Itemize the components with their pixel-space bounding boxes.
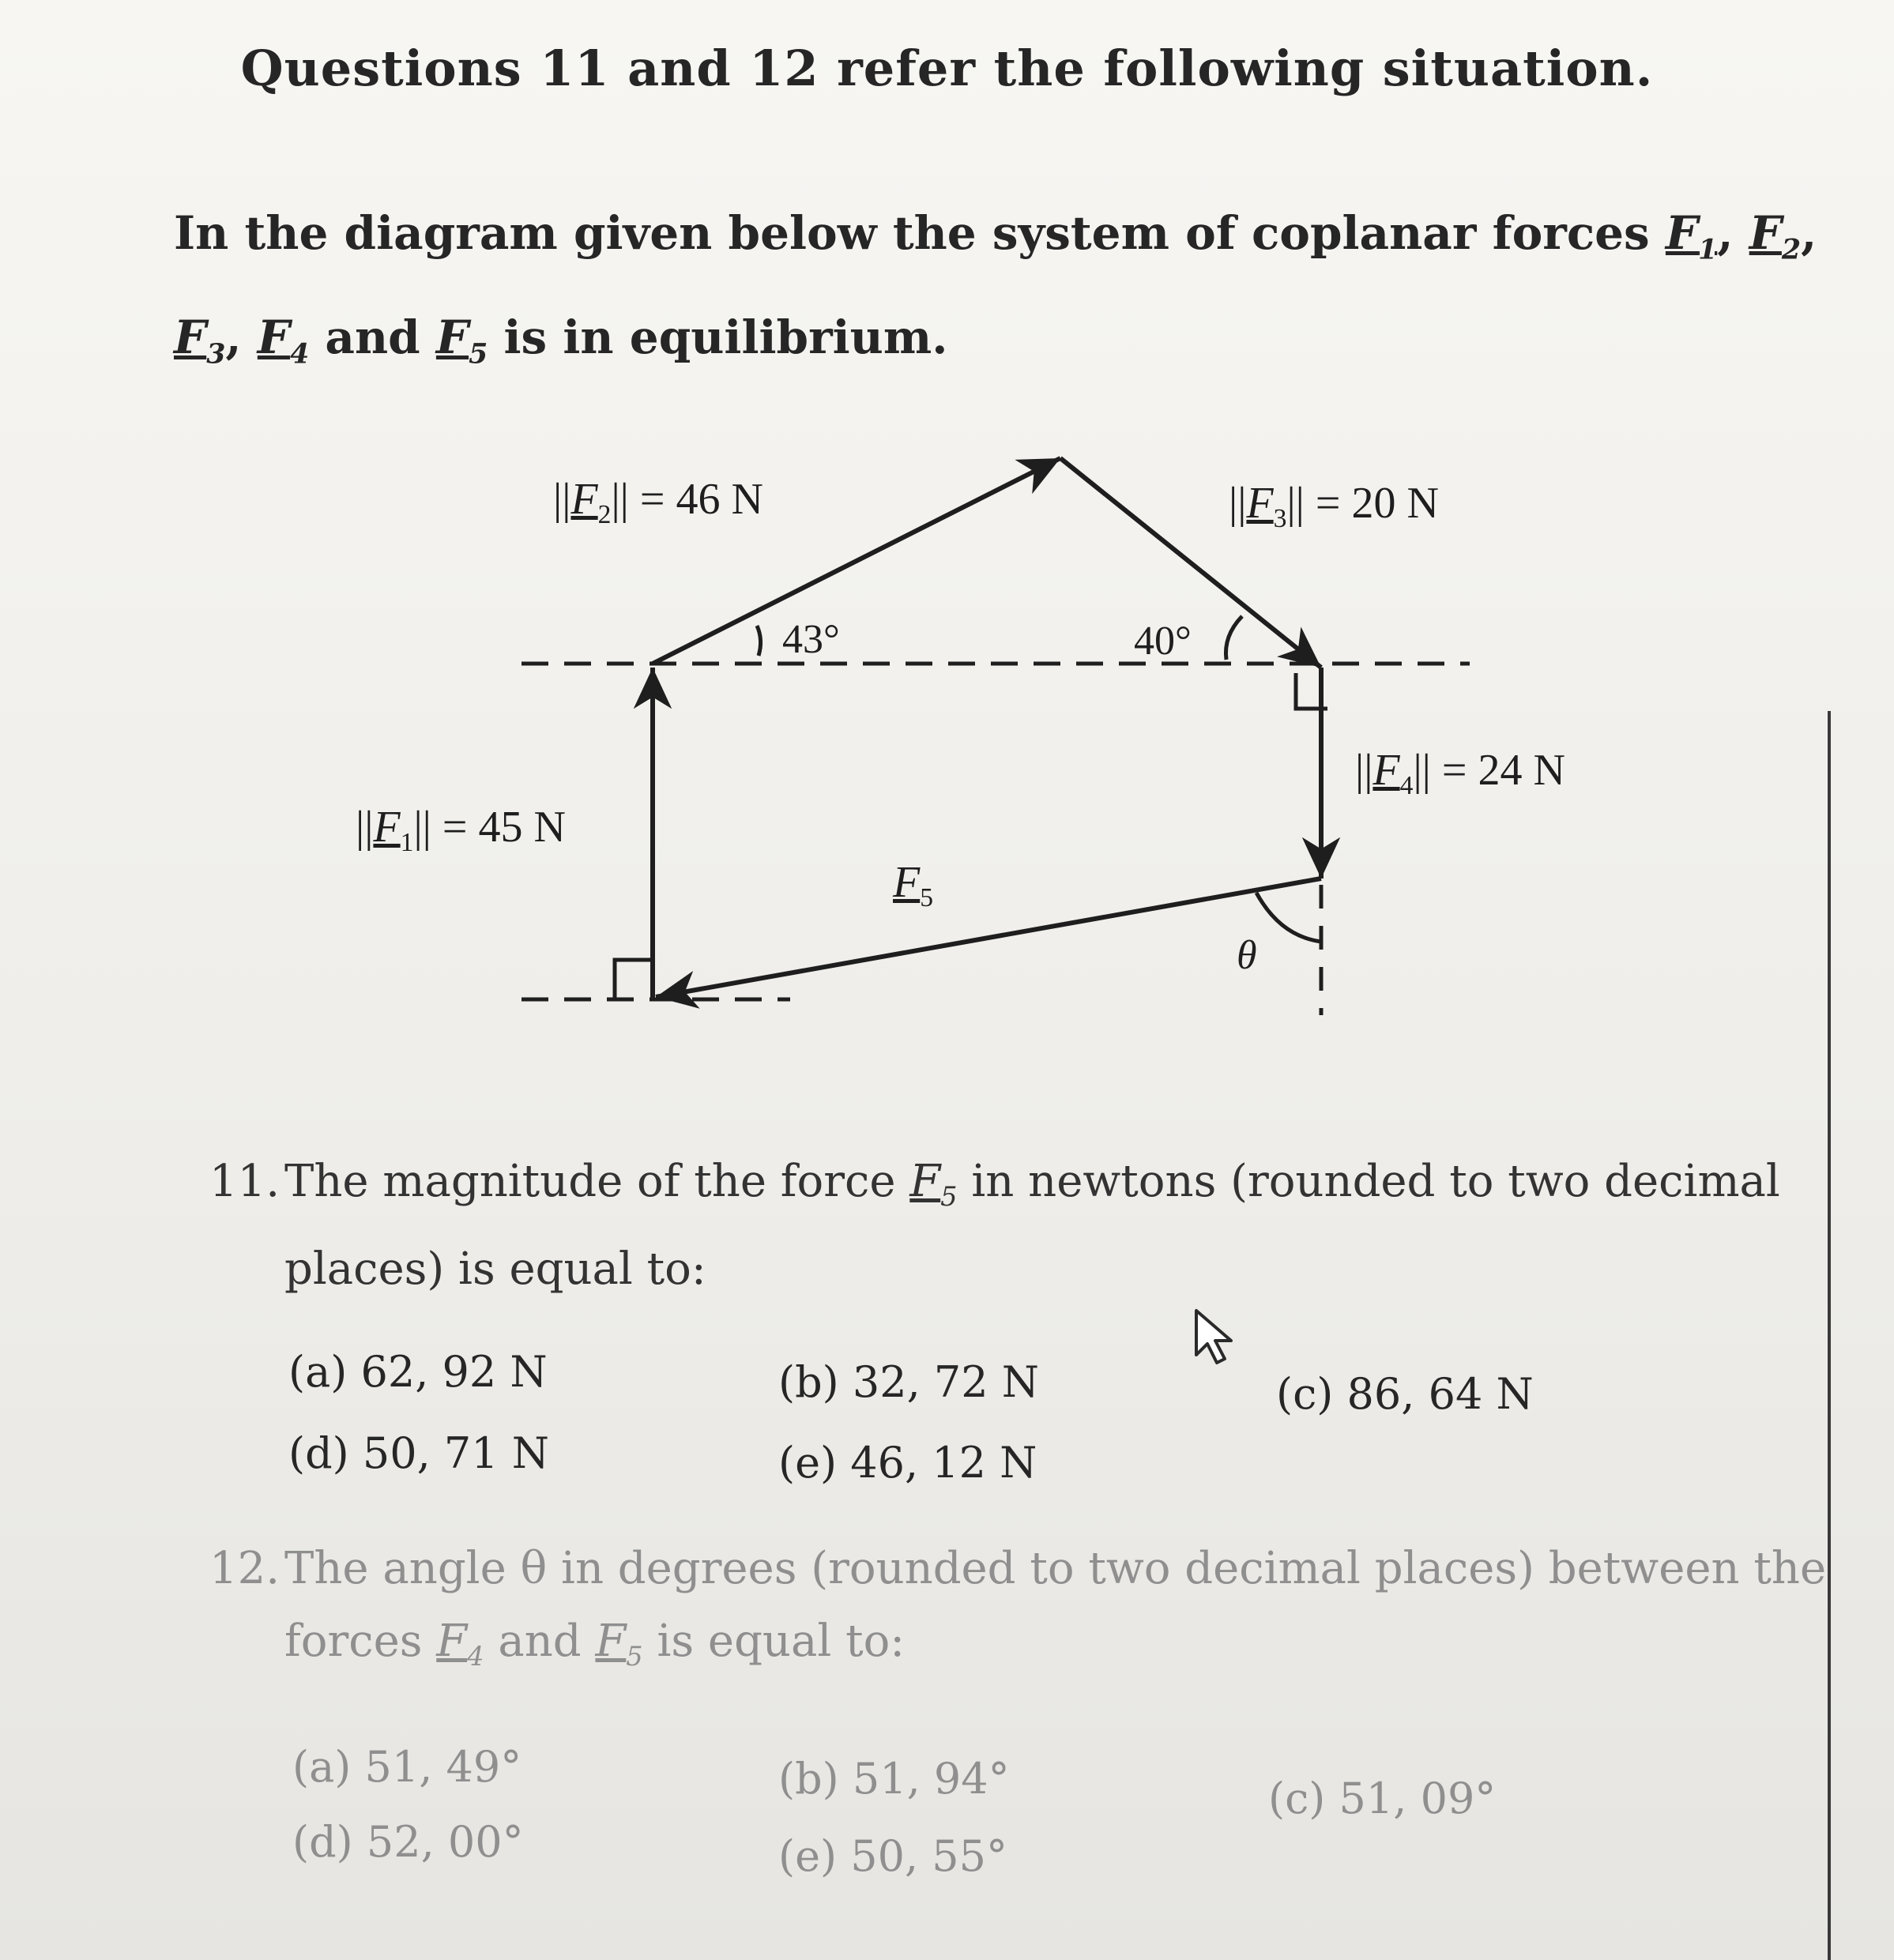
question-12-text: The angle θ in degrees (rounded to two decimal places) between the forces $F_4$ and $F_5$ is equal to: [284,1543,1827,1672]
label-f4: $||F_4|| = 24$ N [1355,746,1565,801]
angle-arc-43 [757,626,761,656]
label-f2: $||F_2|| = 46$ N [553,475,763,530]
force-arrow-f5 [656,878,1321,997]
angle-arc-40 [1226,616,1242,660]
label-f3: $||F_3|| = 20$ N [1229,479,1439,534]
intro-paragraph: In the diagram given below the system of coplanar forces $F_1$, $F_2$, $F_3$, $F_4$ and $F_5$ is in equilibrium. [174,206,1817,371]
question-11-text: The magnitude of the force $F_5$ in newtons (rounded to two decimal places) is equal to: [284,1156,1780,1296]
vector-f2: $F_2$ [1749,206,1802,266]
vector-f5: $F_5$ [435,310,488,371]
question-11 [209,1146,1829,1306]
vector-f4-q12: $F_4$ [436,1616,484,1672]
vector-f1: $F_1$ [1665,206,1718,266]
right-angle-marker-bottom [615,960,653,999]
mouse-cursor-icon [1193,1307,1241,1371]
question-11-number: 11. [209,1156,281,1207]
label-angle-theta: θ [1237,933,1257,978]
q12-option-e[interactable]: (e) 50, 55° [778,1831,1008,1881]
q11-option-d[interactable]: (d) 50, 71 N [288,1428,550,1478]
q12-option-b[interactable]: (b) 51, 94° [778,1754,1010,1804]
q11-option-c[interactable]: (c) 86, 64 N [1276,1369,1534,1419]
intro-suffix: is in equilibrium. [503,310,948,364]
q11-option-a[interactable]: (a) 62, 92 N [288,1347,548,1397]
q12-option-c[interactable]: (c) 51, 09° [1268,1774,1497,1823]
section-heading: Questions 11 and 12 refer the following situation. [240,40,1654,97]
q11-option-e[interactable]: (e) 46, 12 N [778,1438,1037,1488]
q12-option-d[interactable]: (d) 52, 00° [292,1817,524,1867]
question-12 [209,1533,1829,1693]
label-f5: $F_5$ [893,858,934,913]
question-12-number: 12. [209,1543,281,1594]
angle-arc-theta [1256,893,1321,942]
vector-f5-q12: $F_5$ [595,1616,643,1672]
q11-option-b[interactable]: (b) 32, 72 N [778,1357,1040,1407]
vector-f3: $F_3$ [174,310,226,371]
label-f1: $||F_1|| = 45$ N [356,803,566,858]
label-angle-43: 43° [782,617,840,662]
vector-f4: $F_4$ [257,310,310,371]
label-angle-40: 40° [1134,619,1192,664]
intro-prefix: In the diagram given below the system of coplanar forces [174,206,1650,260]
vector-f5-q11: $F_5$ [909,1156,958,1213]
q12-option-a[interactable]: (a) 51, 49° [292,1742,522,1792]
